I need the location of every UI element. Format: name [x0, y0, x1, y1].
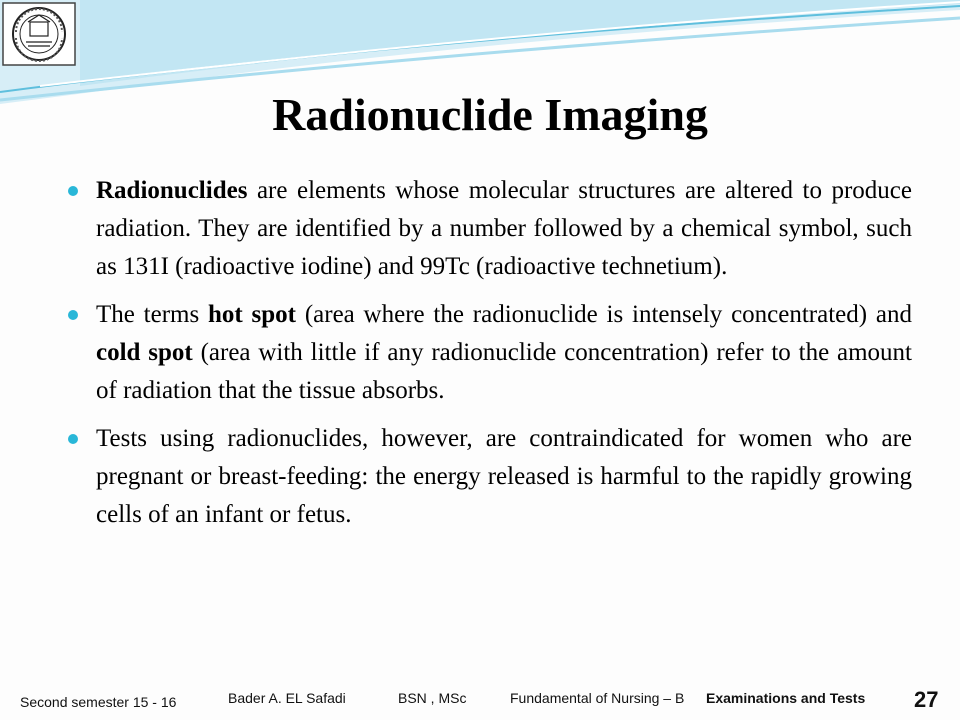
footer-degree: BSN , MSc [398, 690, 467, 706]
bullet-text: Tests using radionuclides, however, are contraindicated for women who are pregnant or breast-feeding: the energy released is harmful to the rapidly growing cells of an infant or fetus. [96, 425, 912, 528]
bullet-item [62, 172, 912, 286]
bullet-dot-icon [68, 186, 78, 196]
bullet-item [62, 296, 912, 410]
bullet-text: (area with little if any radionuclide concentration) refer to the amount of radiation that the tissue absorbs. [96, 339, 913, 404]
footer-author: Bader A. EL Safadi [228, 690, 346, 706]
bullet-text: The terms [96, 301, 209, 328]
page-number: 27 [914, 687, 939, 712]
bullet-text: are elements whose molecular structures are altered to produce radiation. They are identified by a number followed by a chemical symbol, such as 131I (radioactive iodine) and 99Tc (radioactive technetium). [96, 177, 912, 280]
bullet-text: (area where the radionuclide is intensely concentrated) and [296, 301, 912, 328]
footer-course: Fundamental of Nursing – B [510, 690, 685, 706]
bullet-list [62, 172, 912, 544]
university-seal-icon [2, 2, 76, 66]
bullet-item [62, 420, 912, 534]
bold-term: hot spot [208, 301, 297, 328]
bold-term: cold spot [96, 339, 193, 366]
footer-section: Examinations and Tests [706, 690, 866, 706]
slide-title: Radionuclide Imaging [272, 89, 708, 140]
bullet-dot-icon [68, 310, 78, 320]
footer-semester: Second semester 15 - 16 [20, 694, 177, 710]
bold-term: Radionuclides [96, 177, 248, 204]
bullet-dot-icon [68, 434, 78, 444]
